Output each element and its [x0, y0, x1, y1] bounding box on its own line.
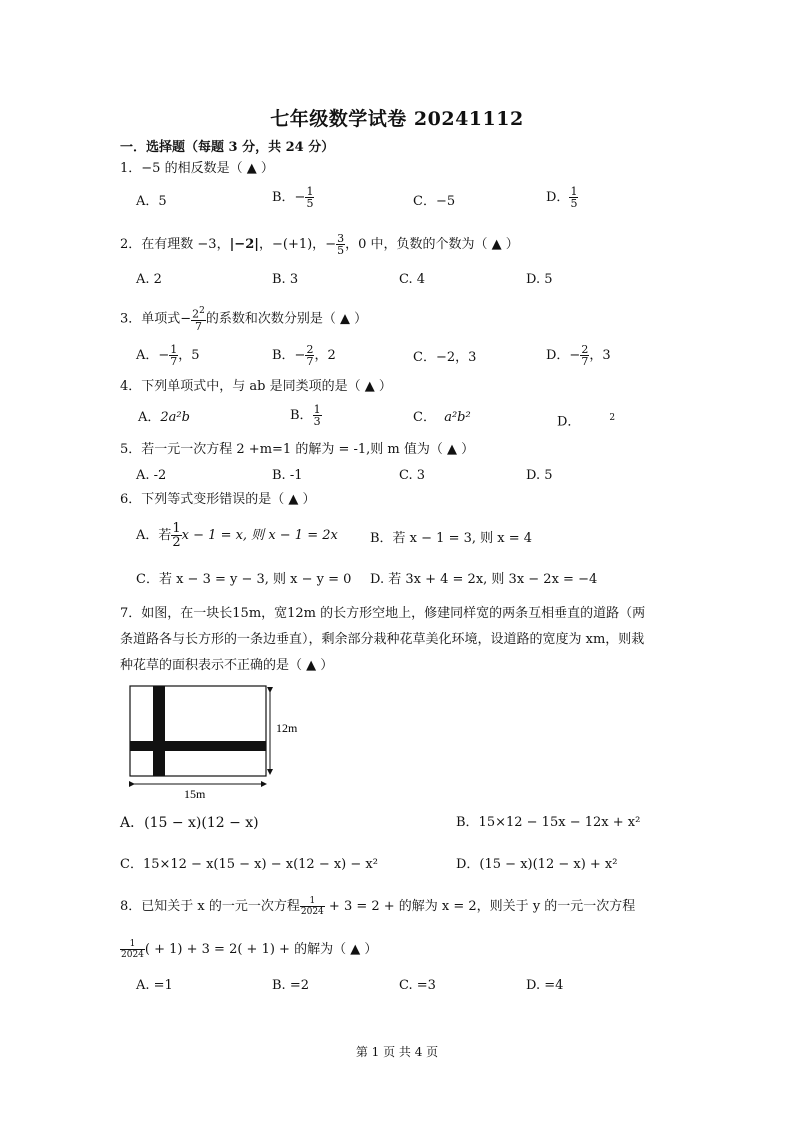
page-footer: 第 1 页 共 4 页 [355, 1045, 439, 1059]
question-7-line1: 7．如图，在一块长15m，宽12m 的长方形空地上，修建同样宽的两条互相垂直的道路（两 [120, 606, 646, 621]
question-7-line3: 种花草的面积表示不正确的是（ ▲ ） [120, 658, 334, 673]
q8-option-d: D. =4 [526, 978, 564, 993]
q3-option-c: C．−2，3 [413, 350, 477, 365]
question-5-stem: 5．若一元一次方程 2 +m=1 的解为 = -1,则 m 值为（ ▲ ） [120, 442, 475, 457]
q6-option-b: B．若 x − 1 = 3, 则 x = 4 [370, 531, 533, 546]
rectangle-roads-figure [126, 684, 316, 802]
q2-option-d: D. 5 [526, 272, 553, 287]
section-heading: 一．选择题（每题 3 分，共 24 分） [120, 140, 335, 155]
vertical-road [153, 686, 165, 776]
q5-option-a: A. -2 [136, 468, 167, 483]
q1-option-c: C．−5 [413, 194, 456, 209]
question-2-stem: 2．在有理数 −3，|−2|，−(+1)，− $\frac{3}{5}$ ，0 中，负数的个数为（ ▲ ） [120, 232, 519, 257]
horizontal-road [130, 741, 266, 751]
q5-option-c: C. 3 [399, 468, 426, 483]
q5-option-d: D. 5 [526, 468, 553, 483]
question-8-line2: $\frac{1}{2024}$ ( + 1) + 3 = 2( + 1) + 的解为（ ▲ ） [121, 939, 378, 960]
q6-option-a: A．若 $\frac{1}{2}$ x − 1 = x, 则 x − 1 = 2x [136, 521, 338, 550]
q7-option-d: D．(15 − x)(12 − x) + x² [456, 857, 618, 872]
q3-option-a: A．− $\frac{1}{7}$ ，5 [136, 343, 200, 368]
question-7-line2: 条道路各与长方形的一条边垂直），剩余部分栽种花草美化环境，设道路的宽度为 xm，则栽 [120, 632, 645, 647]
question-6-stem: 6．下列等式变形错误的是（ ▲ ） [120, 492, 316, 507]
q3-option-d: D．− $\frac{2}{7}$ ，3 [546, 343, 611, 368]
q4-option-c: C． a²b² [413, 410, 471, 425]
q3-option-b: B．− $\frac{2}{7}$ ，2 [272, 343, 336, 368]
question-3-stem: 3．单项式− $\frac{2^2}{7}$ 的系数和次数分别是（ ▲ ） [120, 306, 368, 333]
q8-option-b: B. =2 [272, 978, 309, 993]
q4-option-b: B． $\frac{1}{3}$ [290, 403, 321, 428]
q2-option-b: B. 3 [272, 272, 299, 287]
land-rectangle [130, 686, 266, 776]
q2-option-a: A. 2 [136, 272, 162, 287]
q5-option-b: B. -1 [272, 468, 303, 483]
q6-option-c: C．若 x − 3 = y − 3, 则 x − y = 0 [136, 572, 352, 587]
q7-option-b: B．15×12 − 15x − 12x + x² [456, 815, 641, 830]
q8-option-c: C. =3 [399, 978, 436, 993]
q1-option-d: D． $\frac{1}{5}$ [546, 185, 578, 210]
q7-option-c: C．15×12 − x(15 − x) − x(12 − x) − x² [120, 857, 378, 872]
q2-option-c: C. 4 [399, 272, 426, 287]
page-title: 七年级数学试卷 20241112 [270, 108, 524, 130]
q6-option-d: D. 若 3x + 4 = 2x, 则 3x − 2x = −4 [370, 572, 598, 587]
q1-option-a: A．5 [136, 194, 167, 209]
question-4-stem: 4．下列单项式中，与 ab 是同类项的是（ ▲ ） [120, 379, 392, 394]
q1-option-b: B．− $\frac{1}{5}$ [272, 185, 314, 210]
question-1-stem: 1．−5 的相反数是（ ▲ ） [120, 161, 274, 176]
q8-option-a: A. =1 [136, 978, 173, 993]
q4-option-d: D． $^2$ [557, 413, 616, 430]
q7-option-a: A．(15 − x)(12 − x) [120, 815, 259, 831]
question-8-stem: 8．已知关于 x 的一元一次方程 $\frac{1}{2024}$ + 3 = 2 + 的解为 x = 2，则关于 y 的一元一次方程 [120, 896, 636, 917]
q4-option-a: A．2a²b [138, 410, 190, 425]
width-label: 15m [184, 787, 206, 801]
height-label: 12m [276, 721, 298, 735]
